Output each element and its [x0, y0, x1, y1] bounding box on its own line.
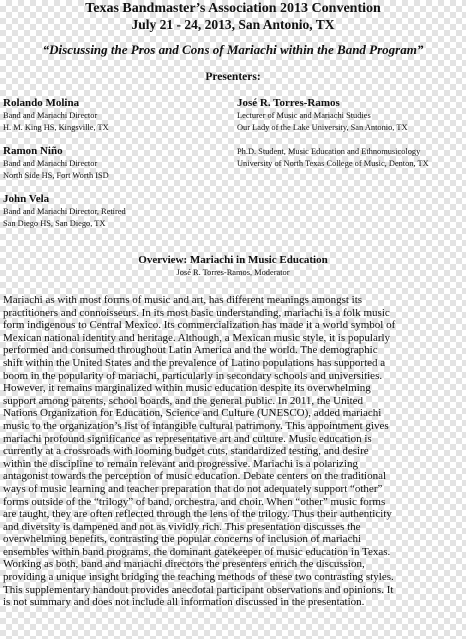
convention-date-location: July 21 - 24, 2013, San Antonio, TX [131, 17, 335, 32]
body-line: This supplementary handout provides anecdotal participant observations and opinions. It [3, 583, 394, 596]
presenter-role: Band and Mariachi Director, Retired [3, 207, 126, 216]
body-line: Mariachi as with most forms of music and art, has different meanings amongst its [3, 294, 363, 306]
body-line: overwhelming benefits, contrasting the popular concerns of inclusion of mariachi [3, 533, 362, 546]
body-line: are taught, they are often reflected through the lens of the trilogy. Thus their authenticity [3, 508, 392, 521]
presenter-spacer [237, 134, 429, 146]
presenter-role-2: Ph.D. Student, Music Education and Ethnomusicology [237, 147, 421, 156]
presenter-affiliation: H. M. King HS, Kingsville, TX [3, 123, 109, 132]
body-line: Working as both, band and mariachi directors the presenters enrich the discussion, [3, 558, 365, 571]
convention-title: Texas Bandmaster’s Association 2013 Convention [85, 1, 381, 16]
body-line: form indigenous to Central Mexico. Its commercialization has made it a world symbol of [3, 319, 396, 332]
body-line: antagonist towards the perception of music education. Debate centers on the traditional [3, 470, 387, 483]
body-line: performed and consumed throughout Latin America and the world. The demographic [3, 344, 378, 357]
presenter-affiliation: North Side HS, Fort Worth ISD [3, 171, 109, 180]
overview-title: Overview: Mariachi in Music Education [138, 254, 328, 266]
presenter-name: Rolando Molina [3, 97, 80, 109]
presenter-john-vela [3, 193, 126, 230]
body-line: support among parents, school boards, and the general public. In 2011, the United [3, 394, 364, 407]
presenter-role: Band and Mariachi Director [3, 159, 98, 168]
body-line: currently at a crossroads with looming budget cuts, standardized testing, and desire [3, 445, 369, 458]
presenter-role: Lecturer of Music and Mariachi Studies [237, 111, 371, 120]
presenters-heading: Presenters: [205, 71, 261, 83]
body-line: and diversity is dampened and not as vividly rich. This presentation discusses the [3, 520, 361, 533]
presenter-ramon-nino [3, 145, 109, 182]
body-line: is not summary and does not include all information discussed in the presentation. [3, 596, 365, 609]
body-line: mariachi profound significance as representative art and culture. Music education is [3, 432, 372, 445]
body-line: ensembles within band programs, the dominant gatekeeper of music education in Texas. [3, 545, 391, 558]
body-line: providing a unique insight bridging the teaching methods of these two contrasting styles. [3, 571, 394, 584]
presenter-rolando-molina [3, 97, 109, 134]
overview-body [3, 294, 465, 609]
presenter-affiliation: San Diego HS, San Diego, TX [3, 219, 106, 228]
body-line: ways of music learning and teacher preparation that do not adequately support “other” [3, 482, 383, 495]
presenter-affiliation-2: University of North Texas College of Music, Denton, TX [237, 159, 429, 168]
body-line: forms outside of the “trilogy” of band, orchestra, and choir. When “other” music forms [3, 495, 386, 508]
presenter-role: Band and Mariachi Director [3, 111, 98, 120]
body-line: music to the organization’s list of intangible cultural patrimony. This appointment gives [3, 419, 389, 432]
session-title: “Discussing the Pros and Cons of Mariachi within the Band Program” [42, 42, 424, 57]
body-line: shift within the United States and the prevalence of Latino populations has supported a [3, 356, 386, 369]
body-line: within the discipline to remain relevant and progressive. Mariachi is a polarizing [3, 457, 358, 470]
presenter-name: John Vela [3, 193, 50, 205]
presenter-affiliation: Our Lady of the Lake University, San Antonio, TX [237, 123, 408, 132]
presenter-name: Ramon Niño [3, 145, 63, 157]
body-line: However, it remains marginalized within music education despite its overwhelming [3, 382, 371, 395]
presenter-jose-torres-ramos [237, 97, 429, 170]
body-line: boom in the popularity of mariachi, particularly in secondary schools and universities. [3, 369, 383, 382]
overview-moderator: José R. Torres-Ramos, Moderator [176, 268, 290, 277]
body-line: Nations Organization for Education, Science and Culture (UNESCO), added mariachi [3, 407, 382, 420]
presenter-name: José R. Torres-Ramos [237, 97, 340, 109]
body-line: Mexican national identity and heritage. Although, a Mexican music style, it is popularly [3, 331, 391, 344]
body-line: practitioners and connoisseurs. In its most basic understanding, mariachi is a folk music [3, 306, 390, 319]
